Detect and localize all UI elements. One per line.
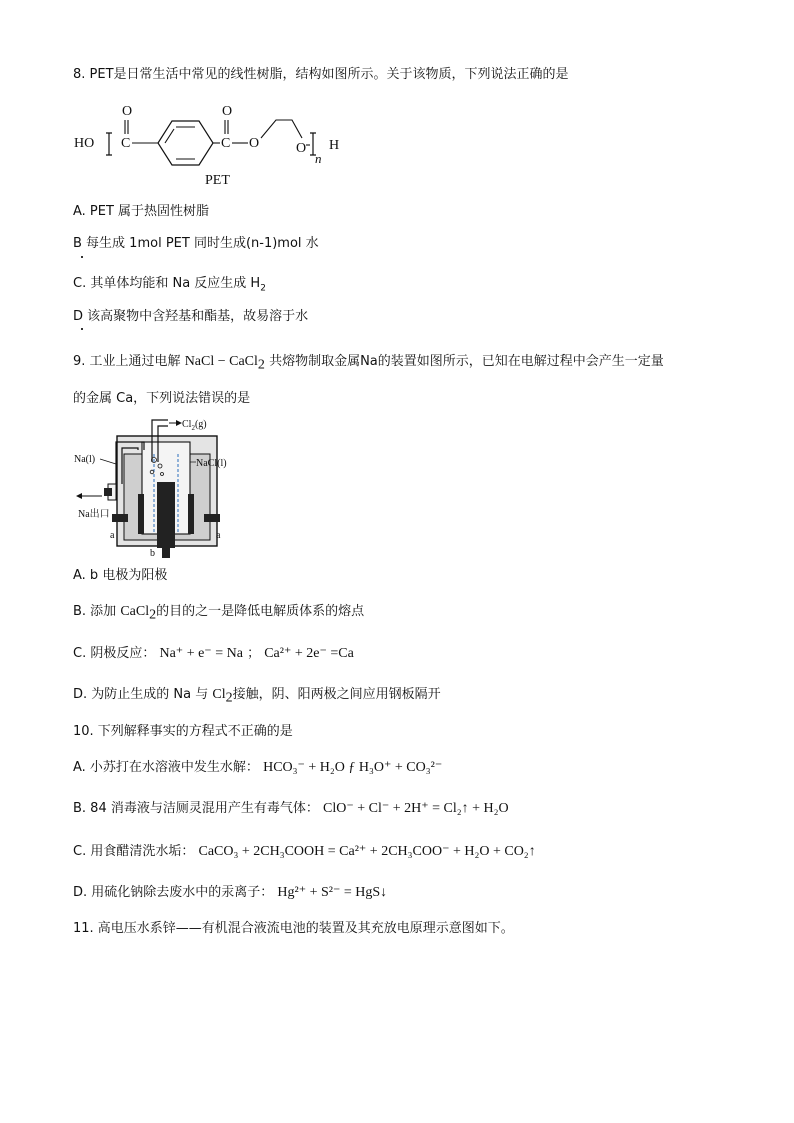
q9-option-d-post: 接触，阴、阳两极之间应用钢板隔开 <box>232 687 441 702</box>
pet-o4-label: O <box>296 141 307 156</box>
q10-option-a-pre: A. 小苏打在水溶液中发生水解： <box>73 760 259 775</box>
q9-option-b <box>73 603 364 621</box>
q8-stem: 8. PET是日常生活中常见的线性树脂，结构如图所示。关于该物质，下列说法正确的是 <box>73 67 569 82</box>
decorative-dot <box>81 328 83 330</box>
q9-option-b-pre: B. 添加 <box>73 604 117 619</box>
pet-h-label: H <box>329 138 340 153</box>
na-liquid-label: Na(l) <box>74 454 96 465</box>
q9-stem-line2: 的金属 Ca，下列说法错误的是 <box>73 391 251 406</box>
nacl-liquid-label: NaCl(l) <box>196 458 227 469</box>
q9-option-b-formula: CaCl <box>120 604 150 619</box>
q9-option-c-eq1: Na⁺ + e⁻ = Na <box>159 646 243 661</box>
q9-option-c-sep: ； <box>247 646 261 661</box>
q9-option-d-formula: Cl <box>212 687 226 702</box>
q9-stem-formula: NaCl − CaCl <box>184 354 258 369</box>
q9-stem-post: 共熔物制取金属Na的装置如图所示，已知在电解过程中会产生一定量 <box>269 354 664 369</box>
q8-option-c-text: C. 其单体均能和 Na 反应生成 H <box>73 276 261 291</box>
q8-option-d: D 该高聚物中含羟基和酯基，故易溶于水 <box>73 309 309 324</box>
pet-structure-diagram <box>70 98 360 190</box>
q10-option-a <box>73 759 442 777</box>
pet-o3-label: O <box>249 136 260 151</box>
pet-c2-label: C <box>221 136 231 151</box>
electrode-a-left-label: a <box>110 530 115 541</box>
q9-stem-pre: 9. 工业上通过电解 <box>73 354 181 369</box>
pet-caption: PET <box>205 173 230 188</box>
q8-option-a: A. PET 属于热固性树脂 <box>73 204 210 219</box>
q10-option-b-pre: B. 84 消毒液与洁厕灵混用产生有毒气体： <box>73 801 319 816</box>
electrolysis-apparatus-diagram <box>72 414 242 558</box>
q9-option-c-pre: C. 阴极反应： <box>73 646 156 661</box>
q9-option-c <box>73 645 354 663</box>
q9-option-b-post: 的目的之一是降低电解质体系的熔点 <box>156 604 365 619</box>
q10-option-d <box>73 884 387 902</box>
q10-option-a-eq: HCO₃⁻ + H₂O ƒ H₃O⁺ + CO₃²⁻ <box>263 760 443 775</box>
q10-option-c-eq: CaCO₃ + 2CH₃COOH = Ca²⁺ + 2CH₃COO⁻ + H₂O + CO₂↑ <box>198 844 536 859</box>
pet-o2-label: O <box>222 104 233 119</box>
q9-option-b-sub: 2 <box>149 607 157 623</box>
q9-option-d-pre: D. 为防止生成的 Na 与 <box>73 687 209 702</box>
q10-option-d-pre: D. 用硫化钠除去废水中的汞离子： <box>73 885 274 900</box>
electrode-b-label: b <box>150 548 155 558</box>
q8-option-c-sub: 2 <box>260 283 266 294</box>
pet-o1-label: O <box>122 104 133 119</box>
q10-option-c-pre: C. 用食醋清洗水垢： <box>73 844 195 859</box>
pet-c1-label: C <box>121 136 131 151</box>
pet-ho-label: HO <box>74 136 95 151</box>
q9-option-a: A. b 电极为阳极 <box>73 568 168 583</box>
electrode-a-right-label: a <box>216 530 221 541</box>
decorative-dot <box>81 256 83 258</box>
q10-option-b <box>73 800 509 818</box>
cl2-label: $Cl_2(g)$ <box>182 419 207 432</box>
q10-stem: 10. 下列解释事实的方程式不正确的是 <box>73 724 293 739</box>
q9-option-d-sub: 2 <box>225 690 233 706</box>
q10-option-c <box>73 843 536 861</box>
q9-option-d <box>73 686 441 704</box>
q10-option-b-eq: ClO⁻ + Cl⁻ + 2H⁺ = Cl₂↑ + H₂O <box>323 801 509 816</box>
q8-option-b: B 每生成 1mol PET 同时生成(n-1)mol 水 <box>73 236 319 251</box>
q9-stem-line1 <box>73 353 664 371</box>
na-outlet-label: Na出口 <box>78 509 110 520</box>
q9-stem-sub: 2 <box>257 357 265 373</box>
pet-n-subscript: n <box>315 151 322 166</box>
q10-option-d-eq: Hg²⁺ + S²⁻ = HgS↓ <box>277 885 388 900</box>
q8-option-c <box>73 275 266 293</box>
q11-stem: 11. 高电压水系锌——有机混合液流电池的装置及其充放电原理示意图如下。 <box>73 921 514 936</box>
q9-option-c-eq2: Ca²⁺ + 2e⁻ =Ca <box>264 646 354 661</box>
